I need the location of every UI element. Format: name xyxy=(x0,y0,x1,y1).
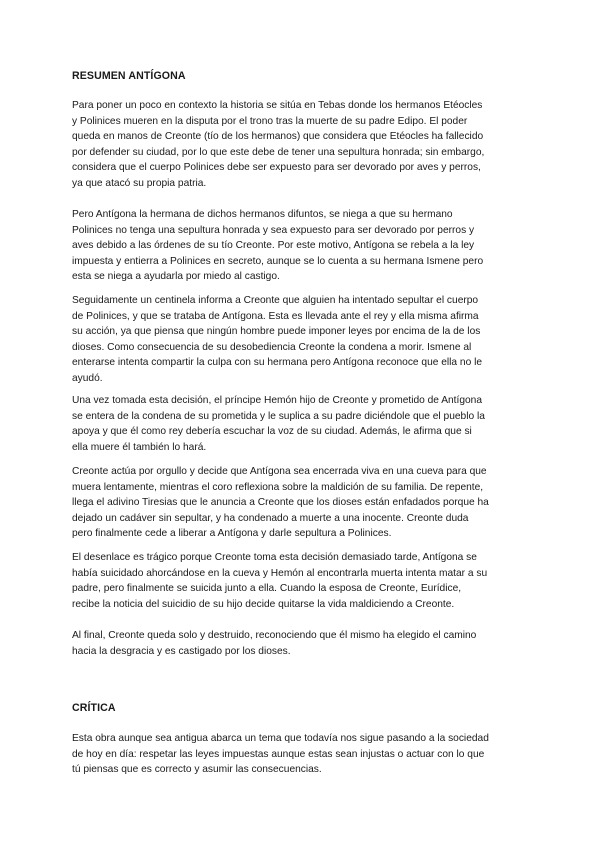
text-line: llega el adivino Tiresias que le anuncia a Creonte que los dioses están enfadados porque ha xyxy=(72,497,489,509)
summary-paragraph-1 xyxy=(72,98,542,192)
text-line: dioses. Como consecuencia de su desobediencia Creonte la condena a morir. Ismene al xyxy=(72,341,472,353)
text-line: Para poner un poco en contexto la historia se sitúa en Tebas donde los hermanos Etéocles xyxy=(72,100,483,111)
text-line: Pero Antígona la hermana de dichos hermanos difuntos, se niega a que su hermano xyxy=(72,209,453,220)
text-line: aves debido a las órdenes de su tío Creonte. Por este motivo, Antígona se rebela a la ley xyxy=(72,240,475,252)
text-line: Al final, Creonte queda solo y destruido, reconociendo que él mismo ha elegido el camino xyxy=(72,630,477,641)
summary-title: RESUMEN ANTÍGONA xyxy=(72,70,186,82)
summary-paragraph-2 xyxy=(72,207,542,285)
text-line: padre, pero finalmente se suicida junto a ella. Cuando la esposa de Creonte, Eurídice, xyxy=(72,583,462,595)
text-line: por defender su ciudad, por lo que este debe de tener una sepultura honrada; sin embargo, xyxy=(72,146,485,158)
text-line: apoya y que él como rey debería escuchar la voz de su ciudad. Además, le afirma que si xyxy=(72,426,472,438)
text-line: ya que atacó su propia patria. xyxy=(72,177,207,189)
summary-paragraph-3 xyxy=(72,293,542,387)
summary-paragraph-4 xyxy=(72,393,542,455)
text-line: recibe la noticia del suicidio de su hijo decide quitarse la vida maldiciendo a Creonte. xyxy=(72,598,455,610)
text-line: pero finalmente cede a liberar a Antígona y darle sepultura a Polinices. xyxy=(72,528,392,540)
text-line: enterarse intenta compartir la culpa con su hermana pero Antígona reconoce que ella no le xyxy=(72,357,483,369)
text-line: queda en manos de Creonte (tío de los hermanos) que considera que Etéocles ha fallecido xyxy=(72,131,484,143)
text-line: se entera de la condena de su prometida y le suplica a su padre diciéndole que el pueblo la xyxy=(72,410,485,422)
text-line: Seguidamente un centinela informa a Creonte que alguien ha intentado sepultar el cuerpo xyxy=(72,295,479,306)
text-line: había suicidado ahorcándose en la cueva y Hemón al encontrarla muerta intenta matar a su xyxy=(72,567,488,579)
summary-paragraph-6 xyxy=(72,550,542,612)
summary-paragraph-5 xyxy=(72,464,542,542)
text-line: Polinices no tenga una sepultura honrada y sea expuesto para ser devorado por perros y xyxy=(72,224,475,236)
text-line: ayudó. xyxy=(72,372,103,384)
text-line: Una vez tomada esta decisión, el príncipe Hemón hijo de Creonte y prometido de Antígona xyxy=(72,395,483,406)
text-line: de hoy en día: respetar las leyes impuestas aunque estas sean injustas o actuar con lo que xyxy=(72,748,485,760)
text-line: y Polinices mueren en la disputa por el trono tras la muerte de su padre Edipo. El poder xyxy=(72,115,468,127)
text-line: de Polinices, y que se trataba de Antígona. Esta es llevada ante el rey y ella misma afirma xyxy=(72,310,479,322)
text-line: dejado un cadáver sin sepultar, y ha condenado a muerte a una inocente. Creonte duda xyxy=(72,512,469,524)
critique-title: CRÍTICA xyxy=(72,702,116,714)
summary-paragraph-7 xyxy=(72,628,542,659)
text-line: esta se niega a ayudarla por miedo al castigo. xyxy=(72,271,280,283)
text-line: su acción, ya que piensa que ningún hombre puede imponer leyes por encima de la de los xyxy=(72,326,481,338)
critique-paragraph xyxy=(72,731,542,778)
text-line: considera que el cuerpo Polinices debe ser expuesto para ser devorado por aves y perros, xyxy=(72,162,481,174)
text-line: ella muere él también lo hará. xyxy=(72,441,207,453)
text-line: impuesta y entierra a Polinices en secreto, aunque se lo cuenta a su hermana Ismene pero xyxy=(72,255,484,267)
text-line: Esta obra aunque sea antigua abarca un tema que todavía nos sigue pasando a la sociedad xyxy=(72,733,489,744)
text-line: Creonte actúa por orgullo y decide que Antígona sea encerrada viva en una cueva para que xyxy=(72,466,487,477)
text-line: hacia la desgracia y es castigado por los dioses. xyxy=(72,645,291,657)
text-line: tú piensas que es correcto y asumir las consecuencias. xyxy=(72,764,322,776)
text-line: muera lentamente, mientras el coro reflexiona sobre la maldición de su familia. De repente, xyxy=(72,481,484,493)
text-line: El desenlace es trágico porque Creonte toma esta decisión demasiado tarde, Antígona se xyxy=(72,552,477,563)
